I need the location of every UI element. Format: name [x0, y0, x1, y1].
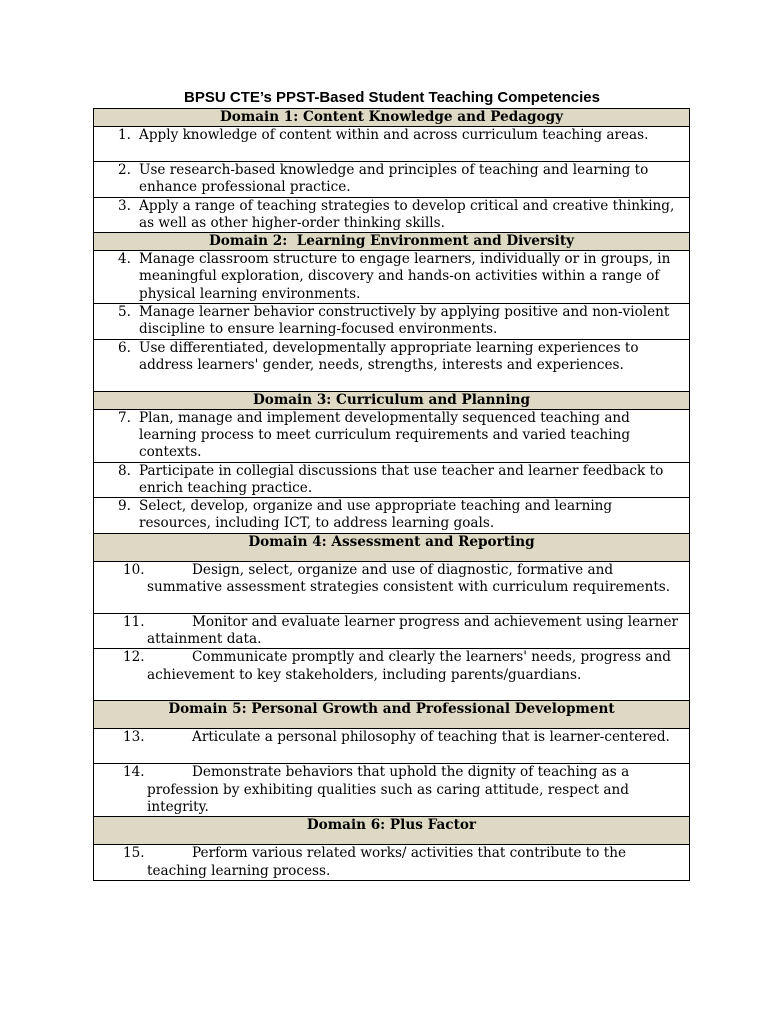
item-number: 13. — [123, 729, 145, 746]
item-text: Apply a range of teaching strategies to develop critical and creative thinking, as well as other higher-order thinking skills. — [139, 197, 675, 231]
item-number: 6. — [118, 339, 131, 356]
competency-item-2 — [94, 162, 689, 197]
item-text: Plan, manage and implement developmentally sequenced teaching and learning process to meet curriculum requirements and varied teaching contexts. — [139, 409, 631, 461]
competency-item-6 — [94, 340, 689, 375]
item-text: Use differentiated, developmentally appropriate learning experiences to address learners' gender, needs, strengths, interests and experiences. — [139, 339, 639, 373]
item-text: Manage learner behavior constructively by applying positive and non-violent discipline to ensure learning-focused environments. — [139, 304, 670, 338]
competency-item-3 — [94, 198, 689, 233]
item-text: Perform various related works/ activities that contribute to the teaching learning process. — [147, 845, 627, 879]
competency-row — [94, 764, 690, 817]
domain-header-row — [94, 701, 690, 729]
item-text: Articulate a personal philosophy of teaching that is learner-centered. — [192, 729, 670, 746]
item-text: Use research-based knowledge and principles of teaching and learning to enhance professional practice. — [139, 162, 649, 196]
competency-row — [94, 251, 690, 304]
competency-item-5 — [94, 304, 689, 339]
competency-item-1 — [94, 127, 689, 144]
item-text: Monitor and evaluate learner progress and achievement using learner attainment data. — [147, 613, 679, 648]
item-number: 12. — [123, 649, 145, 666]
domain-4-heading: Domain 4: Assessment and Reporting — [94, 533, 690, 561]
item-text: Select, develop, organize and use appropriate teaching and learning resources, including ICT, to address learning goals. — [139, 498, 613, 532]
item-number: 3. — [118, 197, 131, 214]
item-text: Manage classroom structure to engage learners, individually or in groups, in meaningful exploration, discovery and hands-on activities within a range of physical learning environments. — [139, 251, 671, 302]
domain-header-row — [94, 391, 690, 409]
domain-5-heading: Domain 5: Personal Growth and Professional Development — [94, 701, 690, 729]
domain-1-heading: Domain 1: Content Knowledge and Pedagogy — [94, 109, 690, 127]
competency-row — [94, 462, 690, 498]
item-number: 7. — [118, 409, 131, 426]
competency-row — [94, 561, 690, 613]
competency-row — [94, 649, 690, 701]
item-number: 14. — [123, 764, 145, 781]
competency-item-7 — [94, 410, 689, 462]
competency-item-10 — [94, 562, 689, 597]
item-number: 2. — [118, 162, 131, 178]
domain-2-heading-text: Domain 2: Learning Environment and Diversity — [208, 233, 575, 250]
domain-header-row — [94, 233, 690, 251]
competency-item-9 — [94, 498, 689, 533]
competency-row — [94, 613, 690, 649]
competency-item-13 — [94, 729, 689, 746]
item-number: 10. — [123, 561, 145, 578]
item-text: Demonstrate behaviors that uphold the dignity of teaching as a profession by exhibiting qualities such as caring attitude, respect and integrity. — [147, 764, 630, 815]
competency-item-11 — [94, 614, 689, 649]
competency-row — [94, 304, 690, 340]
item-number: 5. — [118, 304, 131, 321]
item-text: Communicate promptly and clearly the learners' needs, progress and achievement to key stakeholders, including parents/guardians. — [147, 649, 671, 683]
item-number: 1. — [118, 127, 131, 143]
item-number: 4. — [118, 251, 131, 268]
domain-header-row — [94, 533, 690, 561]
item-text: Design, select, organize and use of diagnostic, formative and summative assessment strategies consistent with curriculum requirements. — [147, 561, 671, 596]
competency-row — [94, 409, 690, 462]
domain-6-heading: Domain 6: Plus Factor — [94, 817, 690, 845]
item-number: 15. — [123, 845, 145, 862]
item-text: Apply knowledge of content within and across curriculum teaching areas. — [139, 127, 649, 143]
item-text: Participate in collegial discussions that use teacher and learner feedback to enrich teaching practice. — [139, 462, 664, 496]
competency-row — [94, 127, 690, 162]
document-title: BPSU CTE’s PPST-Based Student Teaching Competencies — [184, 89, 600, 106]
domain-2-heading — [94, 233, 690, 251]
domain-header-row — [94, 817, 690, 845]
competency-item-14 — [94, 764, 689, 816]
item-number: 11. — [123, 613, 145, 630]
competency-row — [94, 197, 690, 233]
domain-header-row — [94, 109, 690, 127]
domain-3-heading: Domain 3: Curriculum and Planning — [94, 391, 690, 409]
item-number: 9. — [118, 498, 131, 515]
competency-item-4 — [94, 251, 689, 303]
competency-item-12 — [94, 649, 689, 684]
competency-item-8 — [94, 463, 689, 498]
competency-row — [94, 498, 690, 534]
competency-row — [94, 339, 690, 391]
competency-item-15 — [94, 845, 689, 880]
competencies-table — [93, 108, 690, 881]
competency-row — [94, 162, 690, 198]
item-number: 8. — [118, 462, 131, 479]
competency-row — [94, 729, 690, 764]
competency-row — [94, 845, 690, 881]
